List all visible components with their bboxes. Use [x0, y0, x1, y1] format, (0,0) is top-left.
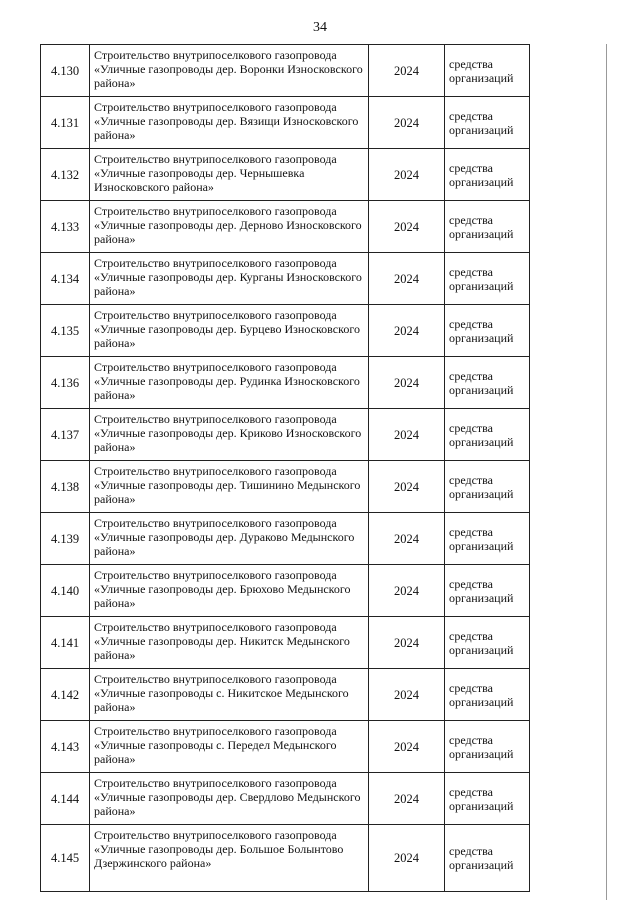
funding-source-cell: средства организаций [445, 513, 530, 565]
table-row [41, 149, 530, 201]
projects-table [40, 44, 530, 892]
row-number-cell: 4.136 [41, 357, 90, 409]
row-number-cell: 4.135 [41, 305, 90, 357]
year-cell: 2024 [369, 253, 445, 305]
project-name-cell: Строительство внутрипоселкового газопровода «Уличные газопроводы дер. Брюхово Медынского района» [90, 565, 369, 617]
table-row [41, 461, 530, 513]
funding-source-cell: средства организаций [445, 45, 530, 97]
funding-source-cell: средства организаций [445, 305, 530, 357]
table-body [41, 45, 530, 892]
funding-source-cell: средства организаций [445, 253, 530, 305]
year-cell: 2024 [369, 149, 445, 201]
year-cell: 2024 [369, 669, 445, 721]
row-number-cell: 4.143 [41, 721, 90, 773]
year-cell: 2024 [369, 721, 445, 773]
funding-source-cell: средства организаций [445, 409, 530, 461]
row-number-cell: 4.137 [41, 409, 90, 461]
project-name-cell: Строительство внутрипоселкового газопровода «Уличные газопроводы с. Никитское Медынского района» [90, 669, 369, 721]
table-row [41, 45, 530, 97]
year-cell: 2024 [369, 305, 445, 357]
page-number: 34 [313, 20, 327, 35]
year-cell: 2024 [369, 357, 445, 409]
funding-source-cell: средства организаций [445, 825, 530, 892]
table-row [41, 565, 530, 617]
table-row [41, 409, 530, 461]
row-number-cell: 4.141 [41, 617, 90, 669]
funding-source-cell: средства организаций [445, 721, 530, 773]
table-row [41, 253, 530, 305]
project-name-cell: Строительство внутрипоселкового газопровода «Уличные газопроводы дер. Большое Болынтово Дзержинского района» [90, 825, 369, 892]
table-row [41, 305, 530, 357]
funding-source-cell: средства организаций [445, 669, 530, 721]
project-name-cell: Строительство внутрипоселкового газопровода «Уличные газопроводы дер. Никитск Медынского района» [90, 617, 369, 669]
row-number-cell: 4.138 [41, 461, 90, 513]
page-edge-line [606, 44, 607, 900]
project-name-cell: Строительство внутрипоселкового газопровода «Уличные газопроводы дер. Вязищи Износковского района» [90, 97, 369, 149]
year-cell: 2024 [369, 825, 445, 892]
funding-source-cell: средства организаций [445, 617, 530, 669]
row-number-cell: 4.134 [41, 253, 90, 305]
funding-source-cell: средства организаций [445, 565, 530, 617]
project-name-cell: Строительство внутрипоселкового газопровода «Уличные газопроводы дер. Курганы Износковского района» [90, 253, 369, 305]
year-cell: 2024 [369, 617, 445, 669]
row-number-cell: 4.132 [41, 149, 90, 201]
table-row [41, 617, 530, 669]
table-row [41, 721, 530, 773]
year-cell: 2024 [369, 201, 445, 253]
row-number-cell: 4.142 [41, 669, 90, 721]
year-cell: 2024 [369, 461, 445, 513]
project-name-cell: Строительство внутрипоселкового газопровода «Уличные газопроводы дер. Свердлово Медынского района» [90, 773, 369, 825]
row-number-cell: 4.130 [41, 45, 90, 97]
year-cell: 2024 [369, 565, 445, 617]
row-number-cell: 4.139 [41, 513, 90, 565]
table-row [41, 357, 530, 409]
table-row [41, 825, 530, 892]
funding-source-cell: средства организаций [445, 201, 530, 253]
year-cell: 2024 [369, 409, 445, 461]
project-name-cell: Строительство внутрипоселкового газопровода «Уличные газопроводы дер. Воронки Износковского района» [90, 45, 369, 97]
table-row [41, 201, 530, 253]
project-name-cell: Строительство внутрипоселкового газопровода «Уличные газопроводы дер. Тишинино Медынского района» [90, 461, 369, 513]
funding-source-cell: средства организаций [445, 773, 530, 825]
row-number-cell: 4.133 [41, 201, 90, 253]
year-cell: 2024 [369, 773, 445, 825]
funding-source-cell: средства организаций [445, 149, 530, 201]
table-row [41, 773, 530, 825]
row-number-cell: 4.145 [41, 825, 90, 892]
table-row [41, 97, 530, 149]
funding-source-cell: средства организаций [445, 461, 530, 513]
row-number-cell: 4.131 [41, 97, 90, 149]
project-name-cell: Строительство внутрипоселкового газопровода «Уличные газопроводы дер. Дураково Медынского района» [90, 513, 369, 565]
table-row [41, 669, 530, 721]
project-name-cell: Строительство внутрипоселкового газопровода «Уличные газопроводы дер. Рудинка Износковского района» [90, 357, 369, 409]
project-name-cell: Строительство внутрипоселкового газопровода «Уличные газопроводы дер. Криково Износковского района» [90, 409, 369, 461]
funding-source-cell: средства организаций [445, 97, 530, 149]
project-name-cell: Строительство внутрипоселкового газопровода «Уличные газопроводы с. Передел Медынского района» [90, 721, 369, 773]
row-number-cell: 4.140 [41, 565, 90, 617]
project-name-cell: Строительство внутрипоселкового газопровода «Уличные газопроводы дер. Чернышевка Износковского района» [90, 149, 369, 201]
funding-source-cell: средства организаций [445, 357, 530, 409]
project-name-cell: Строительство внутрипоселкового газопровода «Уличные газопроводы дер. Дерново Износковского района» [90, 201, 369, 253]
project-name-cell: Строительство внутрипоселкового газопровода «Уличные газопроводы дер. Бурцево Износковского района» [90, 305, 369, 357]
year-cell: 2024 [369, 97, 445, 149]
year-cell: 2024 [369, 45, 445, 97]
table-row [41, 513, 530, 565]
year-cell: 2024 [369, 513, 445, 565]
row-number-cell: 4.144 [41, 773, 90, 825]
